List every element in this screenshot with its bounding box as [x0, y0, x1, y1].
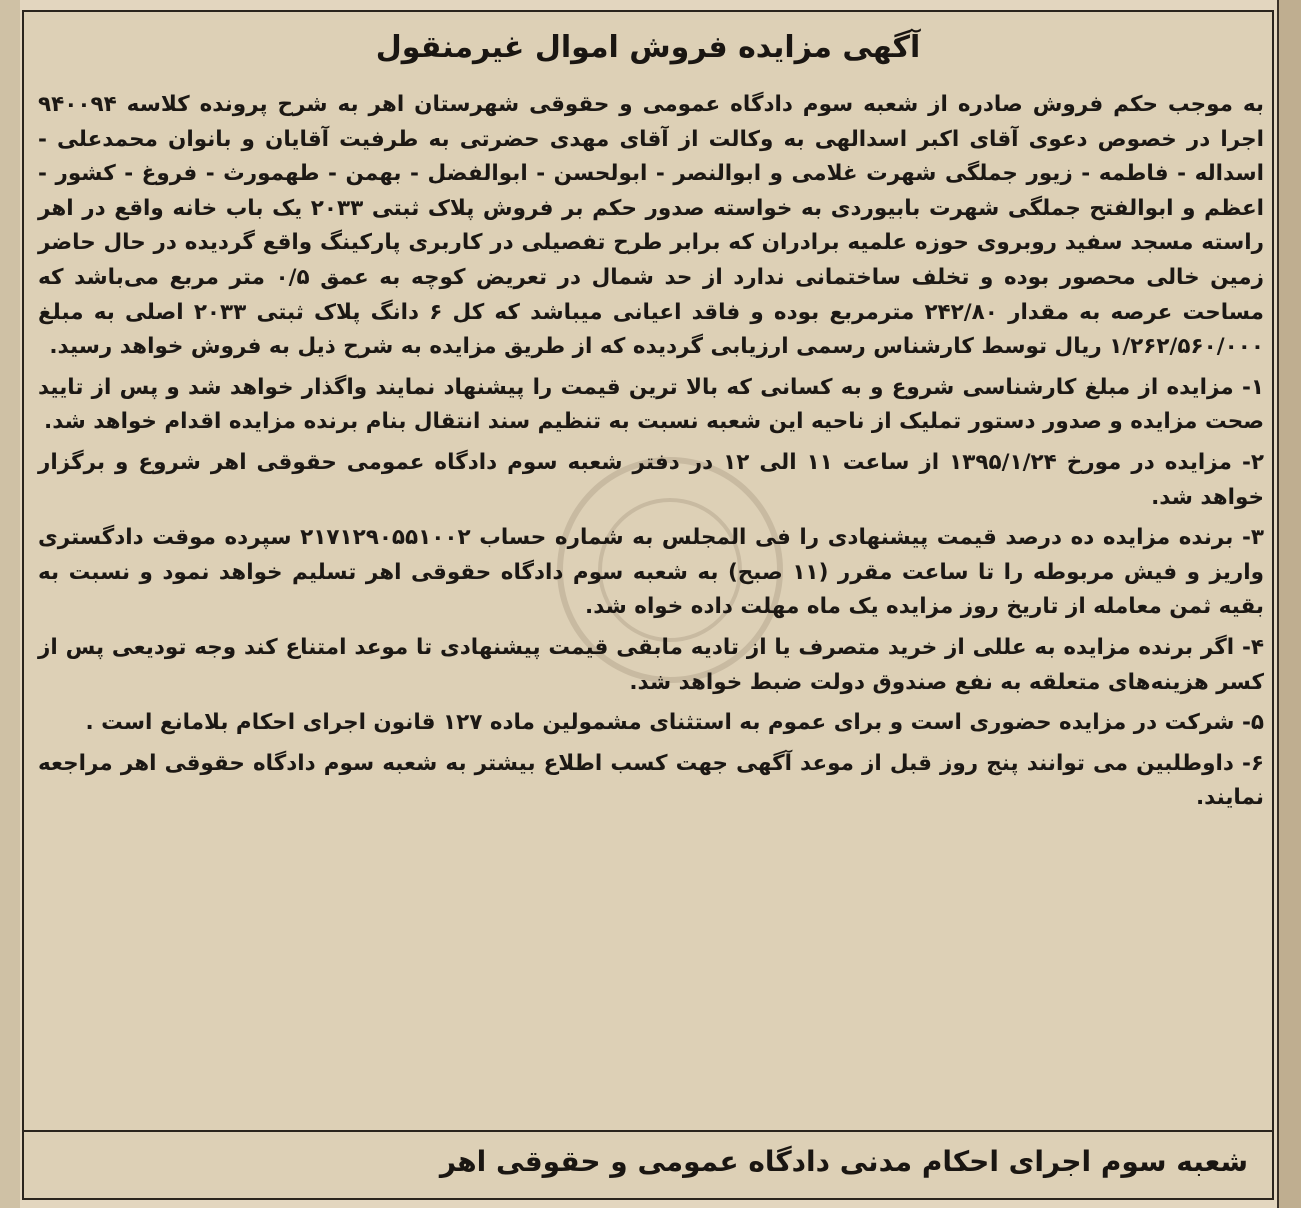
notice-item-3: ۳- برنده مزایده ده درصد قیمت پیشنهادی را فی المجلس به شماره حساب ۲۱۷۱۲۹۰۵۵۱۰۰۲ سپرده موقت دادگستری واریز و فیش مربوطه را تا ساعت مقرر (۱۱ صبح) به شعبه سوم دادگاه حقوقی اهر تسلیم خواهد نمود و نسبت به بقیه ثمن معامله از تاریخ روز مزایده یک ماه مهلت داده خواه شد. [38, 525, 1264, 620]
adjacent-column-edge [1277, 0, 1301, 1208]
footer-divider [24, 1130, 1272, 1132]
page-margin-left [0, 0, 20, 1208]
notice-signature: شعبه سوم اجرای احکام مدنی دادگاه عمومی و حقوقی اهر [439, 1145, 1248, 1178]
notice-title: آگهی مزایده فروش اموال غیرمنقول [375, 30, 921, 65]
notice-intro: به موجب حکم فروش صادره از شعبه سوم دادگاه عمومی و حقوقی شهرستان اهر به شرح پرونده کلاسه ۹۴۰۰۹۴ اجرا در خصوص دعوی آقای اکبر اسدالهی به وکالت از آقای مهدی حضرتی به طرفیت آقایان و بانوان محمدعلی - اسداله - فاطمه - زیور جملگی شهرت غلامی و ابوالنصر - ابولحسن - ابوالفضل - بهمن - طهمورث - فروغ - کشور - اعظم و ابوالفتح جملگی شهرت بابیوردی به خواسته صدور حکم بر فروش پلاک ثبتی ۲۰۳۳ یک باب خانه واقع در اهر راسته مسجد سفید روبروی حوزه علمیه برادران که برابر طرح تفصیلی در کاربری پارکینگ واقع گردیده در حال حاضر زمین خالی محصور بوده و تخلف ساختمانی ندارد از حد شمال در تعریض کوچه به عمق ۰/۵ متر مربع می‌باشد که مساحت عرصه به مقدار ۲۴۲/۸۰ مترمربع بوده و فاقد اعیانی میباشد که کل ۶ دانگ پلاک ثبتی ۲۰۳۳ اصلی به مبلغ ۱/۲۶۲/۵۶۰/۰۰۰ ریال توسط کارشناس رسمی ارزیابی گردیده که از طریق مزایده به شرح ذیل به فروش خواهد رسید. [38, 92, 1264, 360]
notice-item-4: ۴- اگر برنده مزایده به عللی از خرید متصرف یا از تادیه مابقی قیمت پیشنهادی تا موعد امتناع کند وجه تودیعی پس از کسر هزینه‌های متعلقه به نفع صندوق دولت ضبط خواهد شد. [38, 634, 1264, 695]
notice-item-2: ۲- مزایده در مورخ ۱۳۹۵/۱/۲۴ از ساعت ۱۱ الی ۱۲ در دفتر شعبه سوم دادگاه عمومی حقوقی اهر شروع و برگزار خواهد شد. [38, 449, 1264, 510]
notice-item-5: ۵- شرکت در مزایده حضوری است و برای عموم به استثنای مشمولین ماده ۱۲۷ قانون اجرای احکام بلامانع است . [85, 710, 1264, 736]
notice-item-6: ۶- داوطلبین می توانند پنج روز قبل از موعد آگهی جهت کسب اطلاع بیشتر به شعبه سوم دادگاه حقوقی اهر مراجعه نمایند. [38, 750, 1264, 811]
notice-body [38, 88, 1264, 816]
notice-item-1: ۱- مزایده از مبلغ کارشناسی شروع و به کسانی که بالا ترین قیمت را پیشنهاد نمایند واگذار خواهد شد و پس از تایید صحت مزایده و صدور دستور تملیک از ناحیه این شعبه نسبت به تنظیم سند انتقال بنام برنده مزایده اقدام خواهد شد. [38, 374, 1264, 435]
